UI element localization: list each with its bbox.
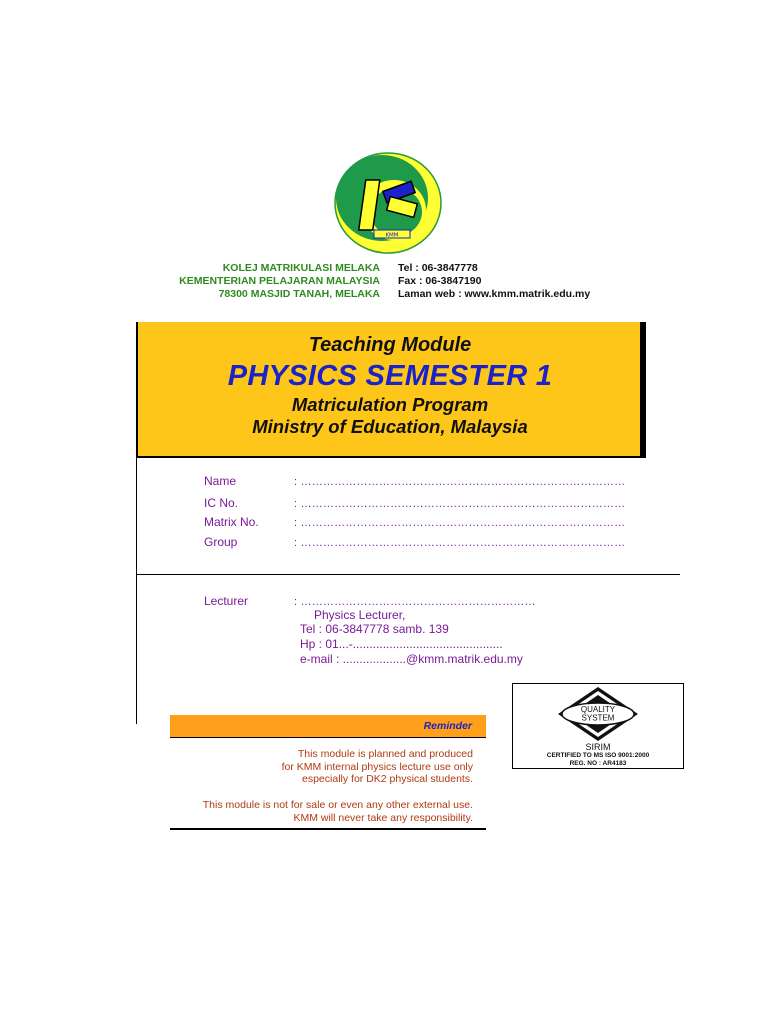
ic-field[interactable]: : …………………………………………………………………………… (294, 498, 626, 510)
reg-line: REG. NO : AR4183 (569, 760, 627, 767)
lecturer-email: e-mail : ...................@kmm.matrik.edu.my (300, 652, 523, 666)
group-field[interactable]: : …………………………………………………………………………… (294, 537, 626, 549)
banner-ministry: Ministry of Education, Malaysia (252, 416, 528, 437)
kmm-logo (332, 150, 444, 256)
cert-line: CERTIFIED TO MS ISO 9001:2000 (546, 752, 650, 759)
svg-text:SYSTEM: SYSTEM (581, 713, 615, 723)
note-line: This module is planned and produced (297, 748, 473, 760)
sirim-label: SIRIM (585, 742, 611, 752)
note-line: This module is not for sale or even any other external use. (202, 799, 473, 811)
disclaimer-note (203, 799, 473, 824)
lecturer-title: Physics Lecturer, (314, 608, 406, 622)
logo-emblem-icon (332, 150, 444, 256)
group-label: Group (204, 535, 238, 549)
quality-certification (512, 683, 684, 769)
tel-text: Tel : 06-3847778 (398, 262, 478, 274)
certification-text (513, 752, 683, 768)
left-rule (136, 458, 137, 724)
note-line: especially for DK2 physical students. (302, 773, 473, 785)
lecturer-label: Lecturer (204, 594, 249, 608)
banner-title: PHYSICS SEMESTER 1 (227, 360, 553, 392)
institution-line: KOLEJ MATRIKULASI MELAKA (222, 262, 380, 274)
name-field[interactable]: : …………………………………………………………………………… (294, 476, 626, 488)
website-link[interactable]: Laman web : www.kmm.matrik.edu.my (398, 288, 591, 300)
banner-subtitle: Teaching Module (308, 334, 472, 356)
institution-line: KEMENTERIAN PELAJARAN MALAYSIA (179, 275, 380, 287)
reminder-title: Reminder (423, 720, 472, 732)
section-divider (136, 574, 680, 575)
banner-program: Matriculation Program (291, 394, 489, 415)
name-label: Name (204, 474, 237, 488)
svg-text:QUALITY: QUALITY (580, 705, 616, 714)
svg-text:KMM: KMM (385, 232, 399, 239)
fax-text: Fax : 06-3847190 (398, 275, 482, 287)
lecturer-field[interactable]: : ……………………………………………………… (294, 596, 536, 608)
matrix-field[interactable]: : …………………………………………………………………………… (294, 517, 626, 529)
lecturer-tel: Tel : 06-3847778 samb. 139 (300, 622, 449, 636)
note-line: for KMM internal physics lecture use only (281, 760, 473, 773)
bottom-divider (170, 828, 486, 830)
reminder-divider (170, 737, 486, 738)
institution-contact (398, 262, 658, 301)
title-banner (136, 322, 642, 456)
institution-address (130, 262, 380, 301)
quality-system-icon (553, 686, 643, 742)
lecturer-hp: Hp : 01...-............................................. (300, 637, 503, 651)
matrix-label: Matrix No. (204, 515, 259, 529)
banner-shadow (640, 322, 646, 458)
reminder-bar (170, 715, 486, 737)
institution-line: 78300 MASJID TANAH, MELAKA (218, 288, 380, 300)
ic-label: IC No. (204, 496, 239, 510)
banner-underline (136, 456, 646, 458)
note-line: KMM will never take any responsibility. (293, 811, 473, 824)
reminder-note (282, 748, 473, 786)
